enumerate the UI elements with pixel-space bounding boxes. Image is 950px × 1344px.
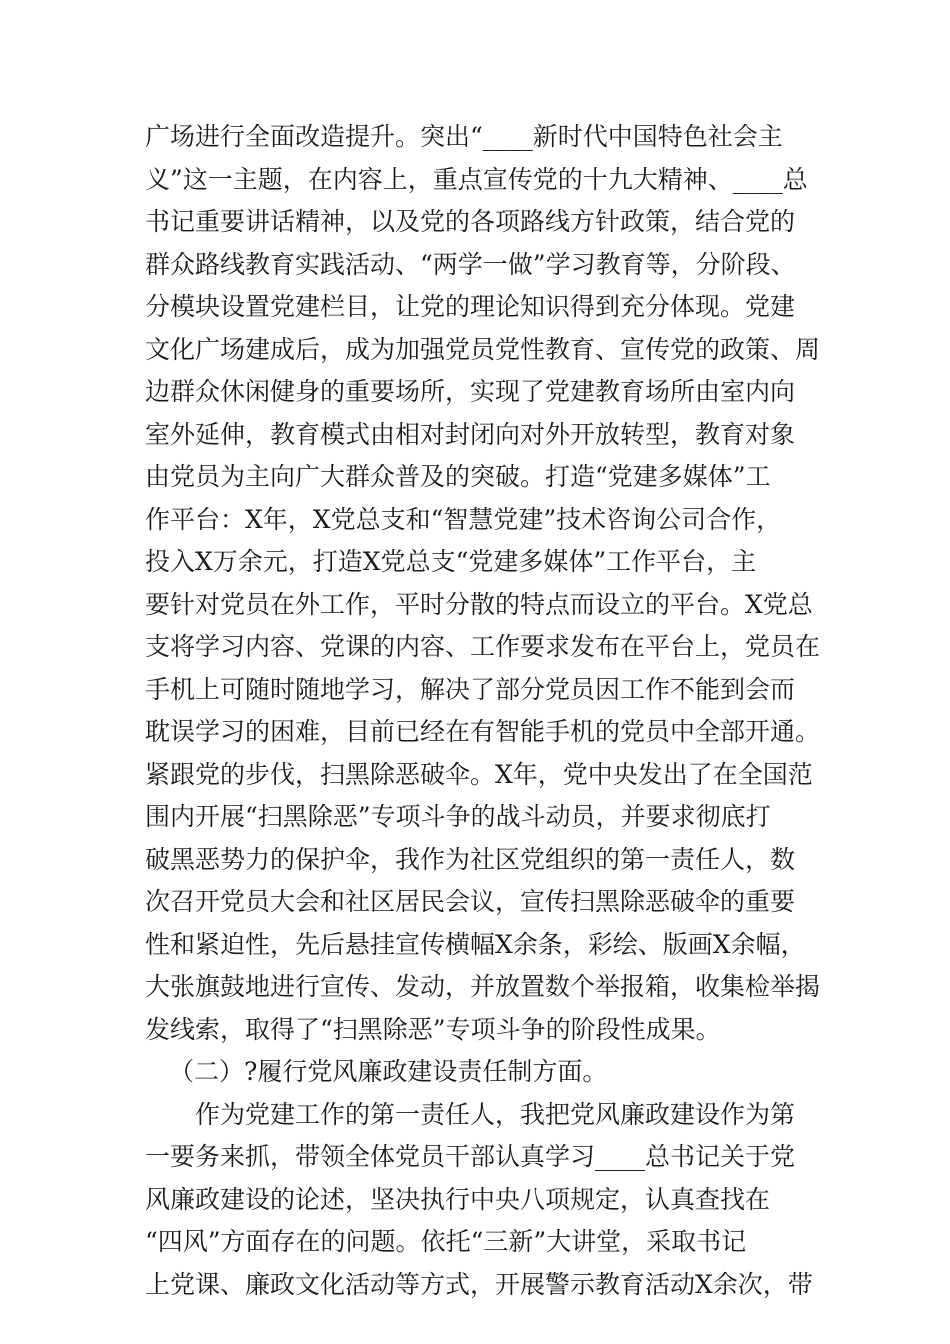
text-line: 文化广场建成后，成为加强党员党性教育、宣传党的政策、周	[145, 334, 821, 364]
text-line: 发线索，取得了“扫黑除恶”专项斗争的阶段性成果。	[145, 1014, 721, 1044]
text-line: 手机上可随时随地学习，解决了部分党员因工作不能到会而	[145, 674, 796, 704]
text-line: 耽误学习的困难，目前已经在有智能手机的党员中全部开通。	[145, 717, 821, 746]
text-line: 书记重要讲话精神，以及党的各项路线方针政策，结合党的	[145, 207, 796, 236]
text-line: 大张旗鼓地进行宣传、发动，并放置数个举报箱，收集检举揭	[145, 972, 821, 1001]
text-line: 由党员为主向广大群众普及的突破。打造“党建多媒体”工	[145, 462, 771, 491]
document-body	[145, 116, 825, 1306]
text-line: 室外延伸，教育模式由相对封闭向对外开放转型，教育对象	[145, 419, 796, 449]
text-line: 作平台：X年，X党总支和“智慧党建”技术咨询公司合作，	[145, 504, 782, 534]
text-line: 广场进行全面改造提升。突出“____新时代中国特色社会主	[145, 122, 783, 151]
text-line: 边群众休闲健身的重要场所，实现了党建教育场所由室内向	[145, 377, 796, 406]
paragraph-first-line: 作为党建工作的第一责任人，我把党风廉政建设作为第	[195, 1099, 796, 1129]
text-line: 紧跟党的步伐，扫黑除恶破伞。X年，党中央发出了在全国范	[145, 759, 813, 789]
text-line: 分模块设置党建栏目，让党的理论知识得到充分体现。党建	[145, 292, 796, 321]
text-line: “四风”方面存在的问题。依托“三新”大讲堂，采取书记	[145, 1227, 747, 1256]
text-line: 要针对党员在外工作，平时分散的特点而设立的平台。X党总	[145, 589, 813, 619]
text-line: 性和紧迫性，先后悬挂宣传横幅X余条，彩绘、版画X余幅，	[145, 929, 806, 959]
text-line: 义”这一主题，在内容上，重点宣传党的十九大精神、____总	[145, 164, 808, 194]
text-line: 风廉政建设的论述，坚决执行中央八项规定，认真查找在	[145, 1184, 771, 1214]
text-line: 破黑恶势力的保护伞，我作为社区党组织的第一责任人，数	[145, 844, 796, 874]
text-line: 支将学习内容、党课的内容、工作要求发布在平台上，党员在	[145, 632, 821, 661]
section-heading: （二）?履行党风廉政建设责任制方面。	[169, 1057, 608, 1086]
text-line: 投入X万余元，打造X党总支“党建多媒体”工作平台，主	[145, 547, 757, 576]
text-line: 一要务来抓，带领全体党员干部认真学习____总书记关于党	[145, 1142, 796, 1171]
text-line: 上党课、廉政文化活动等方式，开展警示教育活动X余次，带	[145, 1269, 813, 1299]
text-line: 围内开展“扫黑除恶”专项斗争的战斗动员，并要求彻底打	[145, 802, 771, 831]
text-line: 群众路线教育实践活动、“两学一做”学习教育等，分阶段、	[145, 249, 796, 279]
text-line: 次召开党员大会和社区居民会议，宣传扫黑除恶破伞的重要	[145, 887, 796, 916]
